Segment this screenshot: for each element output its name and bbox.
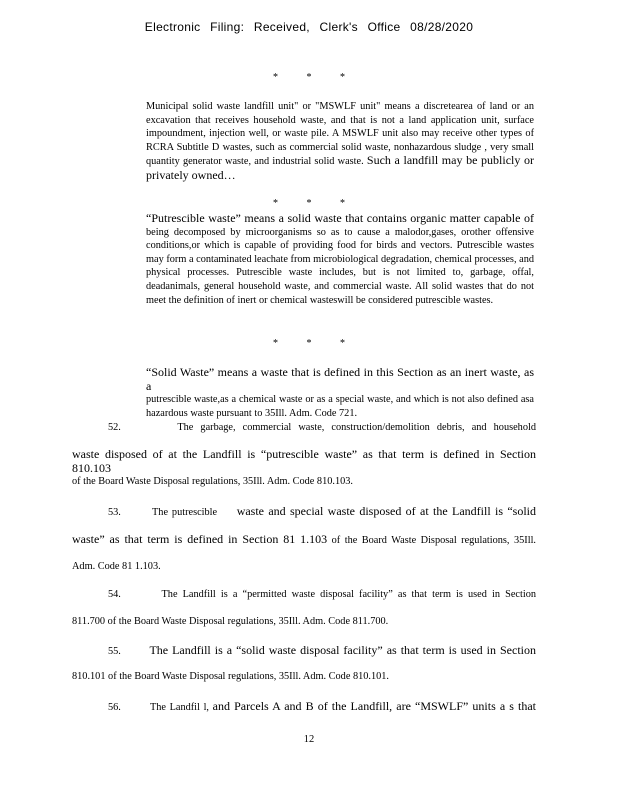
putrescible-definition-lead: “Putrescible waste” means a solid waste that contains organic matter capable of xyxy=(146,211,534,225)
paragraph-55-line-2: 810.101 of the Board Waste Disposal regulations, 35Ill. Adm. Code 810.101. xyxy=(72,671,390,682)
putrescible-definition-text: being decomposed by microorganisms so as to cause a malodor,gases, orother offensive conditions,or which is capable of providing food for birds and vectors. Putrescible wastes may form a contaminated leachate from microbiological degradation, chemical processes, and physical processes. Putrescible waste includes, but is not limited to, garbage, offal, deadanimals, general household waste, and commercial waste. All solid wastes that do not meet the definition of inert or chemical wasteswill be considered putrescible wastes. xyxy=(146,226,534,306)
paragraph-53-text-2a: waste” as that term is defined in Section 81 1.103 xyxy=(72,532,328,546)
section-separator-stars: * * * xyxy=(273,198,345,209)
mswlf-definition-text: Municipal solid waste landfill unit" or "MSWLF unit" means a discretearea of land or an excavation that receives household waste, and that is not a land application unit, surface impoundment, injection well, or waste pile. A MSWLF unit also may receive other types of RCRA Subtitle D wastes, such as commercial solid waste, nonhazardous sludge , very small quantity generator waste, and industrial solid waste. xyxy=(146,101,534,168)
solid-waste-definition xyxy=(146,366,534,420)
paragraph-54-line-1 xyxy=(108,588,536,602)
paragraph-53-number: 53. xyxy=(108,507,121,518)
paragraph-52-line-3: of the Board Waste Disposal regulations, 35Ill. Adm. Code 810.103. xyxy=(72,476,353,487)
paragraph-53-text-1a: The putrescible xyxy=(152,507,218,518)
solid-waste-definition-text: putrescible waste,as a chemical waste or as a special waste, and which is not also defined asa hazardous waste pursuant to 35Ill. Adm. Code 721. xyxy=(146,394,534,419)
putrescible-waste-definition xyxy=(146,212,534,307)
paragraph-54-number: 54. xyxy=(108,589,121,600)
paragraph-52-text-1: The garbage, commercial waste, construction/demolition debris, and household xyxy=(177,422,536,433)
paragraph-53-text-2b: of the Board Waste Disposal regulations, 35Ill. xyxy=(331,535,536,546)
paragraph-54-text-1: The Landfill is a “permitted waste disposal facility” as that term is used in Section xyxy=(161,589,536,600)
paragraph-53-text-1b: waste and special waste disposed of at the Landfill is “solid xyxy=(236,504,536,518)
page-number: 12 xyxy=(303,734,315,745)
filing-stamp-header: Electronic Filing: Received, Clerk's Office 08/28/2020 xyxy=(144,20,474,34)
section-separator-stars: * * * xyxy=(273,338,345,349)
paragraph-52-number: 52. xyxy=(108,422,121,433)
paragraph-55-line-1 xyxy=(108,643,536,659)
paragraph-55-number: 55. xyxy=(108,646,121,657)
paragraph-56-text-1a: The Landfil l, xyxy=(149,702,209,713)
mswlf-definition xyxy=(146,100,534,184)
paragraph-53-line-1 xyxy=(108,504,536,520)
paragraph-55-text-1: The Landfill is a “solid waste disposal facility” as that term is used in Section xyxy=(149,643,536,657)
mswlf-definition-tail: Such a landfill may be publicly or privately owned… xyxy=(146,153,534,182)
solid-waste-definition-lead: “Solid Waste” means a waste that is defined in this Section as an inert waste, as a xyxy=(146,365,534,393)
paragraph-53-line-3: Adm. Code 81 1.103. xyxy=(72,561,161,572)
paragraph-56-line-1 xyxy=(108,699,536,715)
section-separator-stars: * * * xyxy=(273,72,345,83)
paragraph-56-text-1b: and Parcels A and B of the Landfill, are “MSWLF” units a s that xyxy=(212,699,536,713)
paragraph-54-line-2: 811.700 of the Board Waste Disposal regulations, 35Ill. Adm. Code 811.700. xyxy=(72,616,389,627)
paragraph-52-line-2: waste disposed of at the Landfill is “putrescible waste” as that term is defined in Section 810.103 xyxy=(72,447,536,475)
paragraph-53-line-2 xyxy=(72,532,536,548)
paragraph-52-line-1 xyxy=(108,421,536,435)
paragraph-56-number: 56. xyxy=(108,702,121,713)
